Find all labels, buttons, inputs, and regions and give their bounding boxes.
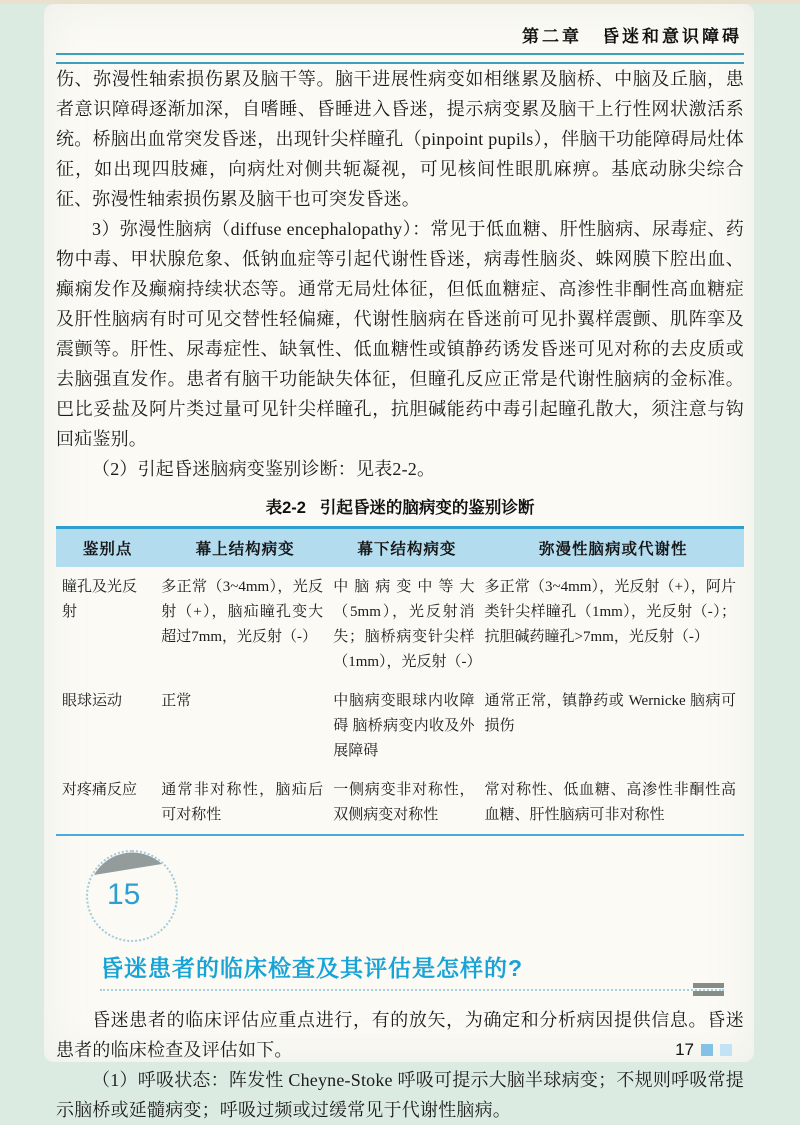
table-header-cell: 幕上结构病变 — [159, 528, 331, 568]
table-caption-title: 引起昏迷的脑病变的鉴别诊断 — [319, 499, 535, 517]
table-cell: 中脑病变中等大（5mm），光反射消失；脑桥病变针尖样（1mm），光反射（-） — [333, 579, 482, 670]
table-header-cell: 弥漫性脑病或代谢性 — [483, 528, 744, 568]
page-content — [44, 4, 754, 1125]
table-header-row — [56, 528, 744, 568]
table-cell: 瞳孔及光反射 — [62, 579, 138, 620]
table-row — [56, 770, 744, 835]
table-cell: 多正常（3~4mm），光反射（+），脑疝瞳孔变大超过7mm，光反射（-） — [161, 579, 324, 645]
table-cell: 通常正常，镇静药或 Wernicke 脑病可损伤 — [484, 693, 736, 734]
book-page — [44, 4, 754, 1120]
table-cell: 常对称性、低血糖、高渗性非酮性高血糖、肝性脑病可非对称性 — [484, 782, 736, 823]
question-dotted-underline — [100, 983, 724, 991]
table-header-cell: 幕下结构病变 — [331, 528, 482, 568]
table-cell: 眼球运动 — [62, 693, 123, 709]
body-paragraph: （1）呼吸状态：阵发性 Cheyne-Stoke 呼吸可提示大脑半球病变；不规则呼吸常提示脑桥或延髓病变；呼吸过频或过缓常见于代谢性脑病。 — [56, 1070, 744, 1120]
table-cell: 正常 — [161, 693, 192, 709]
body-paragraph: 3）弥漫性脑病（diffuse encephalopathy）：常见于低血糖、肝性脑病、尿毒症、药物中毒、甲状腺危象、低钠血症等引起代谢性昏迷，病毒性脑炎、蛛网膜下腔出血、癫痫发作及癫痫持续状态等。通常无局灶体征，但低血糖症、高渗性非酮性高血糖症及肝性脑病有时可见交替性轻偏瘫，代谢性脑病在昏迷前可见扑翼样震颤、肌阵挛及震颤等。肝性、尿毒症性、缺氧性、低血糖性或镇静药诱发昏迷可见对称的去皮质或去脑强直发作。患者有脑干功能缺失体征，但瞳孔反应正常是代谢性脑病的金标准。巴比妥盐及阿片类过量可见针尖样瞳孔，抗胆碱能药中毒引起瞳孔散大，须注意与钩回疝鉴别。 — [56, 219, 744, 449]
header-double-rule — [56, 53, 744, 64]
question-section — [56, 850, 744, 991]
table-row — [56, 567, 744, 681]
table-row — [56, 681, 744, 770]
page-number: 17 — [675, 1040, 694, 1059]
table-cell: 一侧病变非对称性，双侧病变对称性 — [333, 782, 475, 823]
answer-content — [56, 1005, 744, 1125]
section-question-heading: 昏迷患者的临床检查及其评估是怎样的? — [100, 955, 524, 981]
decorative-bars-icon — [693, 983, 724, 999]
table-cell: 通常非对称性，脑疝后可对称性 — [161, 782, 324, 823]
table-cell: 多正常（3~4mm），光反射（+），阿片类针尖样瞳孔（1mm），光反射（-）；抗胆碱药瞳孔>7mm，光反射（-） — [484, 579, 736, 645]
table-cell: 对疼痛反应 — [62, 782, 138, 798]
table-caption-label: 表2-2 — [265, 499, 306, 517]
body-paragraph: 伤、弥漫性轴索损伤累及脑干等。脑干进展性病变如相继累及脑桥、中脑及丘脑，患者意识障碍逐渐加深，自嗜睡、昏睡进入昏迷，提示病变累及脑干上行性网状激活系统。桥脑出血常突发昏迷，出现针尖样瞳孔（pinpoint pupils），伴脑干功能障碍局灶体征，如出现四肢瘫，向病灶对侧共轭凝视，可见核间性眼肌麻痹。基底动脉尖综合征、弥漫性轴索损伤累及脑干也可突发昏迷。 — [56, 69, 744, 209]
table-cell: 中脑病变眼球内收障碍 脑桥病变内收及外展障碍 — [333, 693, 475, 759]
body-paragraph: 昏迷患者的临床评估应重点进行，有的放矢，为确定和分析病因提供信息。昏迷患者的临床检查及评估如下。 — [56, 1010, 744, 1060]
running-head: 第二章 昏迷和意识障碍 — [522, 27, 742, 46]
page-footer — [675, 1040, 732, 1060]
table-header-cell: 鉴别点 — [56, 528, 159, 568]
section-number-badge — [86, 850, 178, 942]
table-caption — [56, 494, 744, 518]
footer-square-icon — [701, 1044, 713, 1056]
section-number: 15 — [107, 878, 141, 911]
footer-square-icon — [720, 1044, 732, 1056]
diagnosis-table — [56, 526, 744, 836]
body-paragraph: （2）引起昏迷脑病变鉴别诊断：见表2-2。 — [92, 459, 436, 479]
